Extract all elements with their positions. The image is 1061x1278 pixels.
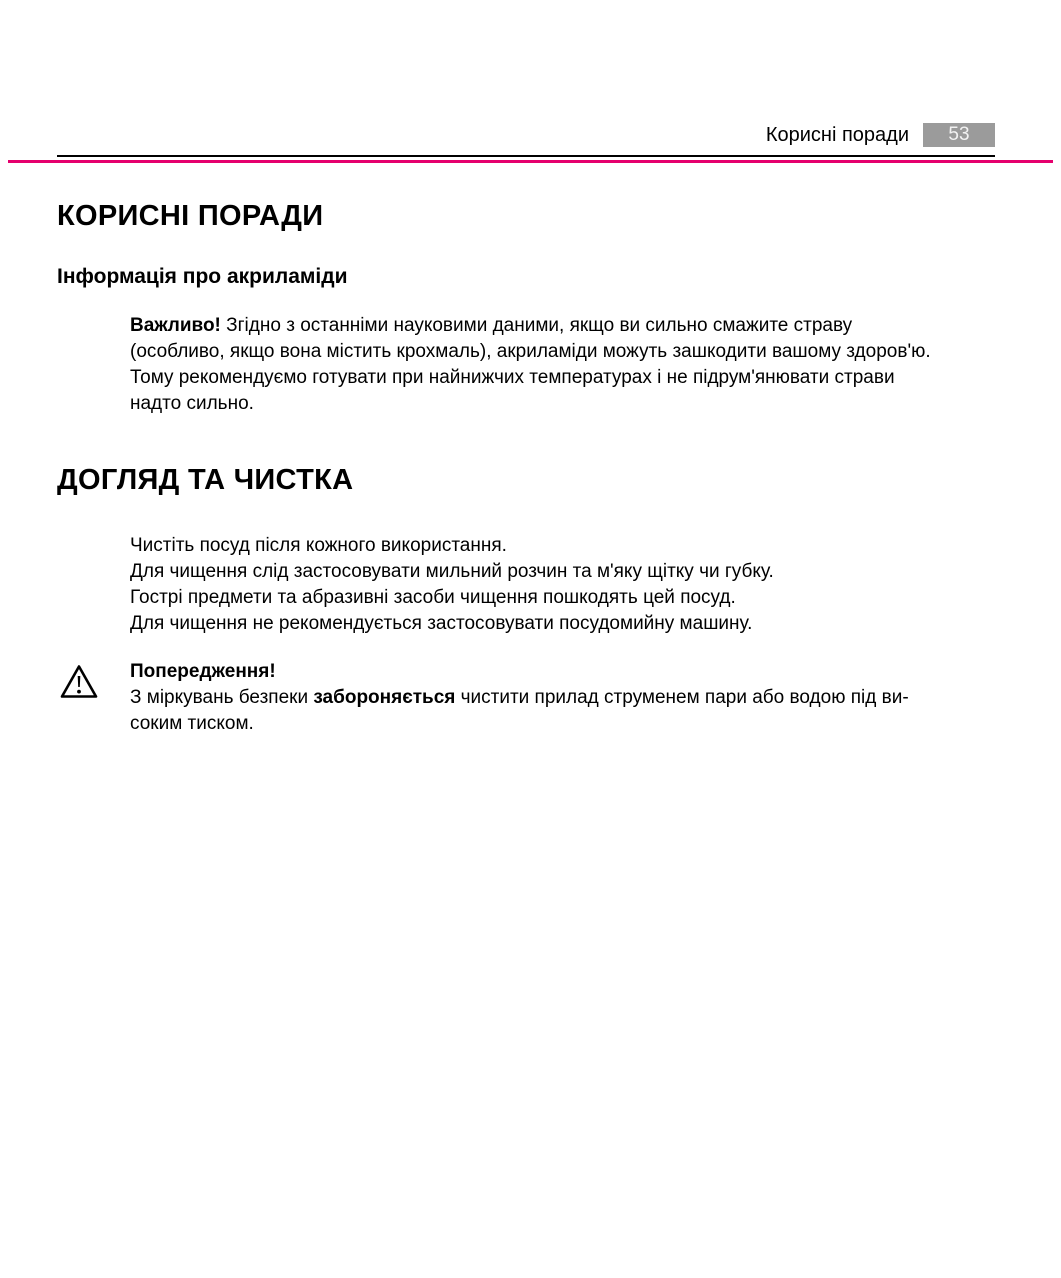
- care-line-2: Для чищення слід застосовувати мильний розчин та м'яку щітку чи губку.: [130, 560, 774, 582]
- header-rule: [57, 155, 995, 157]
- page-header: [0, 122, 1061, 148]
- warning-body: [130, 685, 940, 737]
- acrylamide-note: [130, 313, 935, 417]
- top-accent-rule: [8, 160, 1053, 163]
- warning-text: [130, 659, 940, 737]
- manual-page: [0, 122, 1061, 737]
- warning-block: [57, 659, 995, 737]
- section-title-tips: КОРИСНІ ПОРАДИ: [57, 200, 324, 232]
- warning-text-before: З міркувань безпеки: [130, 686, 314, 708]
- running-title: Корисні поради: [765, 124, 909, 146]
- warning-title: Попередження!: [130, 660, 276, 682]
- care-instructions: [130, 533, 995, 637]
- section-title-care: ДОГЛЯД ТА ЧИСТКА: [57, 464, 354, 497]
- warning-text-line2: соким тиском.: [130, 712, 254, 734]
- care-line-4: Для чищення не рекомендується застосовувати посудомийну машину.: [130, 612, 753, 634]
- important-label: Важливо!: [130, 315, 221, 337]
- subsection-title-acrylamide: Інформація про акриламіди: [57, 264, 348, 288]
- page-content: [0, 201, 1061, 737]
- care-line-3: Гострі предмети та абразивні засоби чищення пошкодять цей посуд.: [130, 586, 736, 608]
- warning-text-after: чистити прилад струменем пари або водою під ви-: [455, 686, 909, 708]
- warning-title-line: [130, 659, 940, 685]
- warning-icon: [57, 659, 130, 705]
- care-line-1: Чистіть посуд після кожного використання.: [130, 534, 507, 556]
- acrylamide-note-text: Згідно з останніми науковими даними, якщо ви сильно смажите страву (особливо, якщо вона містить крохмаль), акриламіди можуть зашкодити вашому здоров'ю. Тому рекомендуємо готувати при найнижчих температурах і не підрум'янювати страви надто сильно.: [130, 315, 931, 415]
- page-number-badge: 53: [923, 123, 995, 147]
- warning-text-bold: забороняється: [313, 686, 456, 708]
